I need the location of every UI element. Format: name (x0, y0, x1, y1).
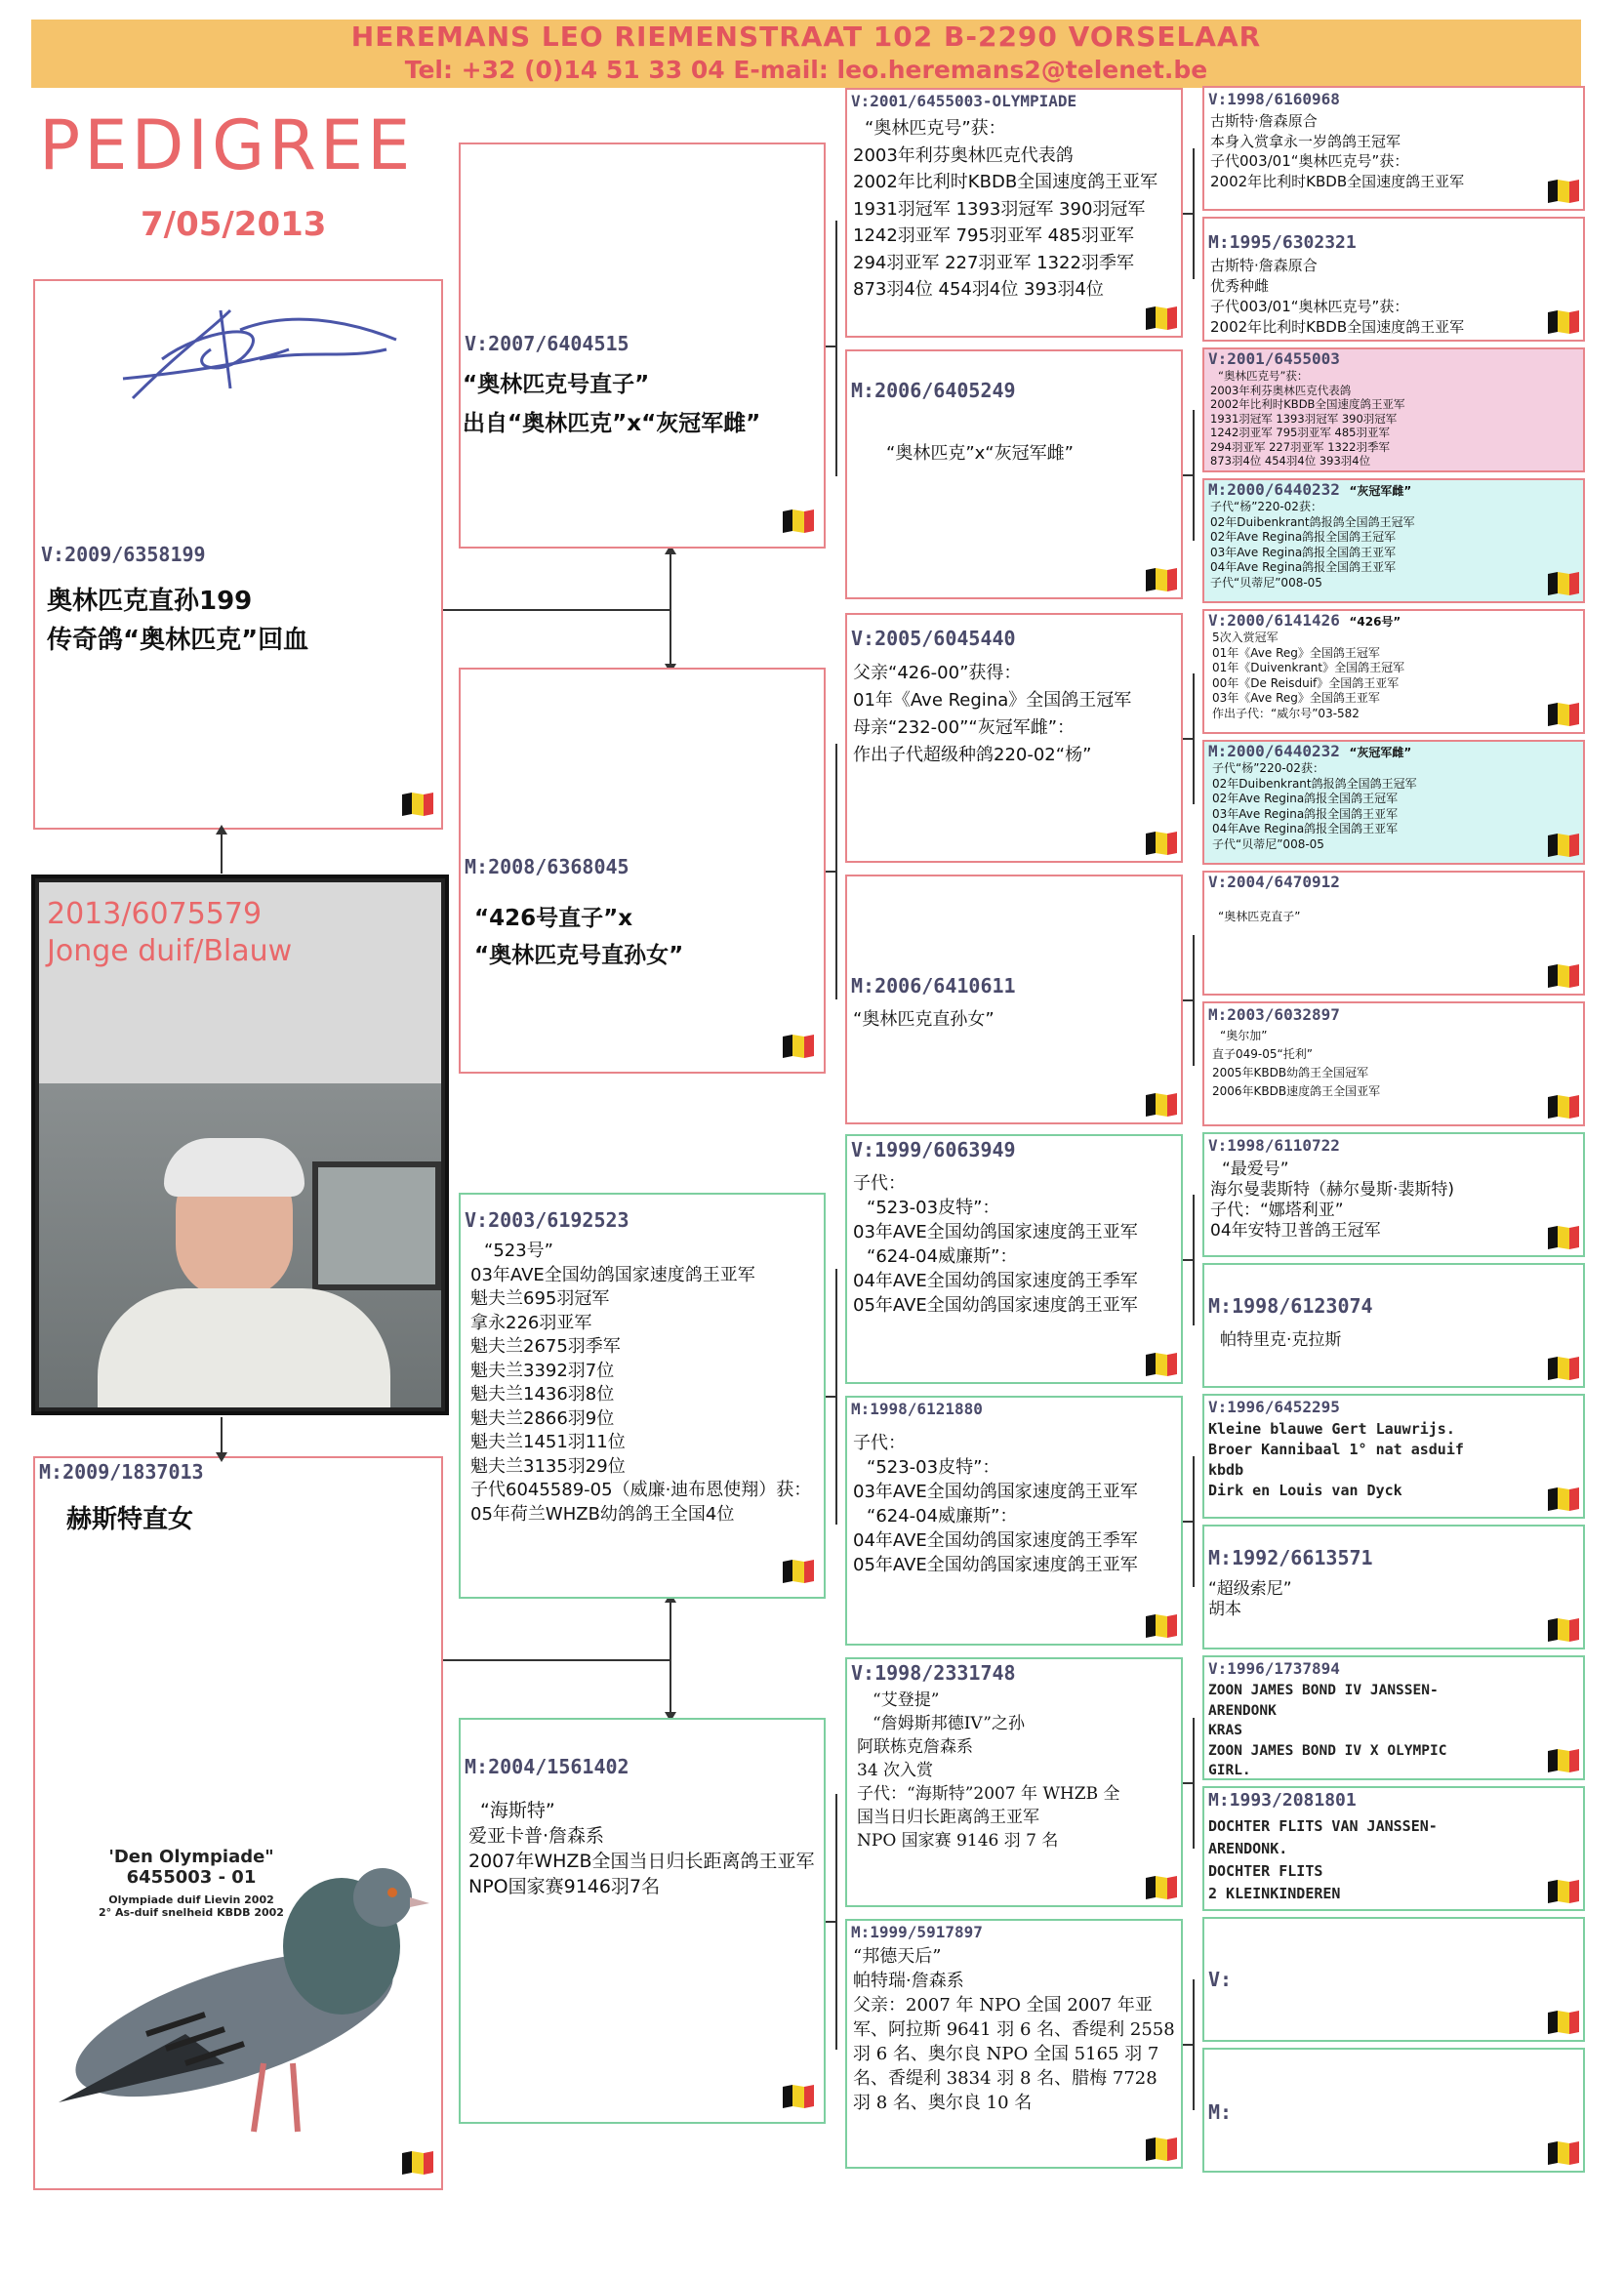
gen4-line: 2002年比利时KBDB全国速度鸽王亚军 (1210, 318, 1465, 336)
gen3-line: 子代：“海斯特”2007 年 WHZB 全 (857, 1784, 1120, 1804)
gen4-line: 2002年比利时KBDB全国速度鸽王亚军 (1210, 172, 1465, 190)
gen4-line: 2002年比利时KBDB全国速度鸽王亚军 (1210, 397, 1405, 411)
gen4-ring: M:1992/6613571 (1208, 1546, 1373, 1569)
gen4-line: GIRL. (1208, 1763, 1251, 1778)
gen2-line: 魁夫兰1436羽8位 (470, 1384, 615, 1405)
gen3-ring: V:2001/6455003-OLYMPIADE (851, 92, 1077, 110)
header-line-2: Tel: +32 (0)14 51 33 04 E-mail: leo.heremans2@telenet.be (404, 56, 1208, 84)
photo-ring: 2013/6075579 (47, 897, 263, 931)
gen4-notes (1208, 1815, 1438, 1905)
gen2-line: 子代6045589-05（威廉·迪布恩使翔）获： (470, 1480, 812, 1500)
gen4-notes (1212, 761, 1417, 852)
connector (221, 833, 223, 874)
gen3-line: 05年AVE全国幼鸽国家速度鸽王亚军 (853, 1555, 1138, 1575)
belgium-flag-icon (1546, 568, 1581, 597)
gen4-notes (1210, 111, 1464, 191)
gen3-line: 2002年比利时KBDB全国速度鸽王亚军 (853, 172, 1158, 192)
gen3-ring: M:2006/6405249 (851, 379, 1016, 402)
gen2-ring: V:2007/6404515 (465, 332, 629, 355)
belgium-flag-icon (1546, 1091, 1581, 1120)
gen3-line: 父亲“426-00”获得： (853, 663, 1022, 683)
gen4-line: KRAS (1208, 1723, 1242, 1738)
pedigree-date: 7/05/2013 (141, 205, 327, 244)
gen2-line: 魁夫兰1451羽11位 (470, 1432, 626, 1452)
gen4-box (1202, 871, 1585, 996)
belgium-flag-icon (1546, 2138, 1581, 2167)
gen3-line: 873羽4位 454羽4位 393羽4位 (853, 279, 1104, 300)
gen4-ring-row (1208, 742, 1411, 760)
gen2-line: “海斯特” (480, 1800, 555, 1821)
gen4-line: ARENDONK. (1208, 1840, 1288, 1857)
olympiade-ring: 6455003 - 01 (126, 1867, 257, 1888)
gen3-line: 03年AVE全国幼鸽国家速度鸽王亚军 (853, 1482, 1138, 1502)
belgium-flag-icon (781, 2081, 816, 2110)
connector (1193, 1456, 1195, 1587)
gen4-line: 2 KLEINKINDEREN (1208, 1885, 1341, 1902)
gen4-line: 子代003/01“奥林匹克号”获： (1210, 298, 1409, 315)
gen2-box (459, 1193, 826, 1599)
gen4-line: 作出子代：“威尔号”03-582 (1212, 706, 1360, 720)
gen4-notes (1208, 1579, 1292, 1620)
gen3-line: 国当日归长距离鸽王亚军 (857, 1808, 1039, 1827)
connector (1183, 474, 1193, 476)
gen3-line: 294羽亚军 227羽亚军 1322羽季军 (853, 252, 1134, 273)
gen4-box (1202, 1001, 1585, 1126)
gen4-line: 01年《Ave Reg》全国鸽王冠军 (1212, 645, 1380, 660)
gen4-line: 子代“贝蒂尼”008-05 (1212, 836, 1324, 851)
belgium-flag-icon (1144, 303, 1179, 332)
gen4-line: 294羽亚军 227羽亚军 1322羽季军 (1210, 439, 1390, 454)
gen2-line: “426号直子”x (474, 906, 633, 931)
gen4-line: 古斯特·詹森原合 (1210, 112, 1318, 130)
gen4-ring: V:1998/6160968 (1208, 90, 1340, 108)
gen3-box (845, 1134, 1183, 1384)
gen4-line: 03年Ave Regina鸽报全国鸽王亚军 (1210, 545, 1397, 559)
connector (835, 1794, 837, 2050)
connector (1193, 410, 1195, 541)
gen4-box (1202, 1263, 1585, 1388)
connector (1193, 1718, 1195, 1849)
gen4-notes (1208, 1419, 1464, 1501)
gen4-line: “奥尔加” (1220, 1029, 1268, 1042)
gen3-box (845, 88, 1183, 338)
gen4-ring: V:2001/6455003 (1208, 349, 1340, 368)
photo-label: Jonge duif/Blauw (47, 934, 293, 968)
belgium-flag-icon (1144, 1610, 1179, 1640)
gen4-box (1202, 217, 1585, 342)
connector (826, 346, 835, 347)
gen4-line: kbdb (1208, 1461, 1244, 1479)
gen4-line: 1242羽亚军 795羽亚军 485羽亚军 (1210, 426, 1390, 439)
belgium-flag-icon (781, 1031, 816, 1060)
gen2-box (459, 668, 826, 1074)
olympiade-line-2: 2° As-duif snelheid KBDB 2002 (99, 1906, 284, 1919)
gen4-line: DOCHTER FLITS VAN JANSSEN- (1208, 1817, 1438, 1835)
gen4-ring-note: “426号” (1349, 615, 1401, 629)
gen3-line: 34 次入赏 (857, 1761, 934, 1780)
gen4-line: 直子049-05“托利” (1212, 1047, 1313, 1061)
header-band (31, 20, 1581, 88)
gen3-line: “奥林匹克”x“灰冠军雌” (886, 443, 1074, 464)
gen2-line: 魁夫兰695羽冠军 (470, 1288, 610, 1309)
gen4-ring: V: (1208, 1968, 1233, 1991)
sire-box (33, 279, 443, 830)
gen4-line: Broer Kannibaal 1° nat asduif (1208, 1441, 1464, 1458)
gen4-line: 02年Ave Regina鸽报全国鸽王冠军 (1210, 530, 1397, 544)
gen4-line: 00年《De Reisduif》全国鸽王亚军 (1212, 675, 1400, 690)
gen4-notes (1210, 256, 1464, 338)
gen4-line: 子代“贝蒂尼”008-05 (1210, 575, 1322, 590)
gen3-line: 2003年利芬奥林匹克代表鸽 (853, 144, 1074, 166)
connector (826, 1396, 835, 1398)
gen4-ring: M:2000/6440232 (1208, 742, 1340, 760)
gen4-ring: M:1995/6302321 (1208, 232, 1357, 253)
connector (221, 1417, 223, 1454)
gen4-line: “奥林匹克直子” (1218, 910, 1301, 923)
gen3-line: 04年AVE全国幼鸽国家速度鸽王季军 (853, 1530, 1138, 1551)
gen4-ring: M:1993/2081801 (1208, 1790, 1357, 1811)
gen4-line: 2005年KBDB幼鸽王全国冠军 (1212, 1066, 1369, 1079)
olympiade-name: 'Den Olympiade" (108, 1847, 274, 1867)
gen2-ring: M:2008/6368045 (465, 855, 629, 878)
connector (1193, 148, 1195, 279)
gen3-line: 1242羽亚军 795羽亚军 485羽亚军 (853, 225, 1134, 246)
belgium-flag-icon (1546, 960, 1581, 990)
gen3-line: “詹姆斯邦德IV”之孙 (873, 1714, 1025, 1733)
gen4-line: DOCHTER FLITS (1208, 1862, 1323, 1880)
gen4-box (1202, 1786, 1585, 1911)
gen4-ring: V:1996/1737894 (1208, 1659, 1340, 1678)
gen2-line: 拿永226羽亚军 (470, 1312, 592, 1333)
gen3-notes (853, 1944, 1175, 2115)
gen4-line: 优秀种雌 (1210, 277, 1270, 295)
owner-shirt (98, 1288, 390, 1407)
gen3-line: NPO 国家赛 9146 羽 7 名 (857, 1831, 1059, 1851)
gen4-line: 02年Duibenkrant鸽报鸽全国鸽王冠军 (1212, 776, 1417, 791)
gen3-line: 04年AVE全国幼鸽国家速度鸽王季军 (853, 1271, 1138, 1291)
gen4-line: 873羽4位 454羽4位 393羽4位 (1210, 454, 1371, 468)
belgium-flag-icon (1546, 2007, 1581, 2036)
gen2-line: 2007年WHZB全国当日归长距离鸽王亚军 (468, 1851, 815, 1872)
gen3-line: 作出子代超级种鸽220-02“杨” (853, 745, 1092, 765)
belgium-flag-icon (1144, 564, 1179, 593)
gen2-line: “523号” (484, 1241, 554, 1261)
belgium-flag-icon (1546, 1876, 1581, 1905)
connector (1183, 1521, 1193, 1523)
gen4-box (1202, 740, 1585, 865)
gen4-notes (1210, 1160, 1454, 1242)
gen3-line: 阿联栋克詹森系 (857, 1737, 973, 1757)
gen2-line: 05年荷兰WHZB幼鸽鸽王全国4位 (470, 1503, 735, 1525)
gen4-line: 海尔曼裴斯特（赫尔曼斯·裴斯特) (1210, 1180, 1455, 1200)
gen4-ring-note: “灰冠军雌” (1349, 484, 1412, 498)
belgium-flag-icon (1144, 1349, 1179, 1378)
gen4-box (1202, 1132, 1585, 1257)
connector (1183, 999, 1193, 1001)
gen3-line: “艾登提” (873, 1690, 940, 1710)
belgium-flag-icon (1546, 306, 1581, 336)
gen4-line: 本身入赏拿永一岁鸽鸽王冠军 (1210, 132, 1401, 150)
gen3-line: “奥林匹克号”获： (865, 118, 1006, 139)
photo-caption (47, 896, 292, 970)
gen4-box (1202, 347, 1585, 472)
connector (670, 552, 671, 666)
gen3-line: 05年AVE全国幼鸽国家速度鸽王亚军 (853, 1295, 1138, 1316)
connector (670, 1601, 671, 1714)
connector (1183, 1782, 1193, 1784)
connector (826, 871, 835, 873)
gen2-line: 爱亚卡普·詹森系 (468, 1825, 605, 1847)
gen4-line: ZOON JAMES BOND IV X OLYMPIC (1208, 1742, 1447, 1759)
gen4-line: 2003年利芬奥林匹克代表鸽 (1210, 383, 1352, 397)
belgium-flag-icon (1144, 1872, 1179, 1901)
gen4-box (1202, 86, 1585, 211)
gen4-line: 04年安特卫普鸽王冠军 (1210, 1221, 1381, 1241)
gen3-line: 名、香缇利 3834 羽 8 名、腊梅 7728 (853, 2068, 1157, 2089)
gen2-line: 03年AVE全国幼鸽国家速度鸽王亚军 (470, 1264, 755, 1285)
gen3-box (845, 613, 1183, 863)
gen2-line: NPO国家赛9146羽7名 (468, 1876, 661, 1897)
gen4-ring: M:2003/6032897 (1208, 1005, 1340, 1024)
gen4-line: 古斯特·詹森原合 (1210, 257, 1318, 274)
gen3-box (845, 875, 1183, 1124)
gen2-ring: V:2003/6192523 (465, 1208, 629, 1232)
header-line-1: HEREMANS LEO RIEMENSTRAAT 102 B-2290 VORSELAAR (350, 20, 1262, 53)
gen4-ring: V:2004/6470912 (1208, 873, 1340, 891)
belgium-flag-icon (781, 506, 816, 535)
connector (1193, 1195, 1195, 1325)
connector (1183, 2044, 1193, 2046)
gen2-box (459, 142, 826, 549)
gen4-line: 02年Duibenkrant鸽报鸽全国鸽王冠军 (1210, 514, 1415, 529)
gen4-line: 子代：“娜塔利亚” (1210, 1201, 1344, 1220)
gen4-ring: M: (1208, 2100, 1233, 2124)
olympiade-line-1: Olympiade duif Lievin 2002 (108, 1893, 274, 1906)
gen3-line: 父亲：2007 年 NPO 全国 2007 年亚 (853, 1995, 1153, 2015)
gen3-notes (853, 115, 1157, 304)
sire-line: 传奇鸽“奥林匹克”回血 (47, 626, 309, 655)
gen3-line: “624-04威廉斯”： (867, 1246, 1018, 1267)
connector (826, 1921, 835, 1923)
gen2-notes (470, 1240, 811, 1527)
gen3-line: “523-03皮特”： (867, 1198, 1000, 1218)
gen4-line: “奥林匹克号”获： (1218, 369, 1309, 383)
gen4-line: 02年Ave Regina鸽报全国鸽王冠军 (1212, 792, 1399, 805)
sire-ring: V:2009/6358199 (41, 543, 206, 566)
belgium-flag-icon (1546, 1353, 1581, 1382)
connector (443, 609, 670, 611)
gen3-line: “邦德天后” (853, 1946, 942, 1967)
belgium-flag-icon (1144, 828, 1179, 857)
owner-photo (39, 1083, 441, 1407)
gen4-notes (1212, 631, 1404, 721)
connector (835, 1269, 837, 1525)
gen4-line: Kleine blauwe Gert Lauwrijs. (1208, 1420, 1455, 1438)
gen4-box (1202, 478, 1585, 603)
gen2-line: 魁夫兰3135羽29位 (470, 1455, 626, 1477)
gen4-line: 5次入赏冠军 (1212, 631, 1279, 644)
photo-window (312, 1161, 441, 1290)
gen4-line: “最爱号” (1222, 1160, 1289, 1179)
belgium-flag-icon (781, 1556, 816, 1585)
dam-line: 赫斯特直女 (66, 1505, 194, 1534)
gen3-line: 母亲“232-00”“灰冠军雌”： (853, 717, 1076, 738)
gen3-ring: M:1998/6121880 (851, 1400, 983, 1418)
gen3-line: 01年《Ave Regina》全国鸽王冠军 (853, 690, 1132, 711)
gen2-line: 魁夫兰3392羽7位 (470, 1360, 615, 1381)
gen3-notes (853, 1171, 1138, 1318)
gen3-line: 子代： (853, 1173, 906, 1194)
gen4-line: 子代“杨”220-02获： (1212, 761, 1324, 775)
gen4-line: 2006年KBDB速度鸽王全国亚军 (1212, 1084, 1381, 1098)
signature-icon (94, 291, 406, 418)
gen2-notes (463, 365, 760, 443)
gen3-box (845, 349, 1183, 599)
gen4-line: 01年《Duivenkrant》全国鸽王冠军 (1212, 661, 1405, 674)
gen4-line: “超级索尼” (1208, 1579, 1292, 1599)
belgium-flag-icon (1546, 1484, 1581, 1513)
gen4-ring: V:1996/6452295 (1208, 1398, 1340, 1416)
gen4-box (1202, 1525, 1585, 1649)
gen4-ring: V:2000/6141426 (1208, 611, 1340, 630)
connector (1183, 213, 1193, 215)
sire-line: 奥林匹克直孙199 (47, 587, 253, 616)
gen4-ring-note: “灰冠军雌” (1349, 746, 1412, 759)
gen3-line: 子代： (853, 1433, 906, 1453)
gen2-line: 魁夫兰2675羽季军 (470, 1336, 621, 1357)
belgium-flag-icon (1546, 1745, 1581, 1774)
connector (835, 221, 837, 476)
gen3-notes (853, 660, 1131, 769)
gen4-line: 子代“杨”220-02获： (1210, 500, 1322, 513)
connector (1193, 1979, 1195, 2110)
dam-box (33, 1456, 443, 2190)
gen4-line: 帕特里克·克拉斯 (1220, 1330, 1342, 1350)
gen2-line: 出自“奥林匹克”x“灰冠军雌” (463, 411, 761, 436)
gen4-ring: M:2000/6440232 (1208, 480, 1340, 499)
gen4-ring-row (1208, 611, 1401, 630)
gen3-line: “624-04威廉斯”： (867, 1506, 1018, 1527)
belgium-flag-icon (1144, 1089, 1179, 1119)
belgium-flag-icon (1546, 176, 1581, 205)
gen3-box (845, 1657, 1183, 1907)
gen4-box (1202, 1394, 1585, 1519)
connector (835, 744, 837, 999)
gen2-notes (474, 900, 683, 974)
gen4-line: ARENDONK (1208, 1702, 1277, 1719)
owner-hair (164, 1138, 304, 1197)
gen4-ring: V:1998/6110722 (1208, 1136, 1340, 1155)
gen4-box (1202, 1917, 1585, 2042)
connector (1193, 935, 1195, 1066)
belgium-flag-icon (400, 789, 435, 818)
gen4-line: 03年Ave Regina鸽报全国鸽王亚军 (1212, 806, 1399, 821)
belgium-flag-icon (1546, 699, 1581, 728)
gen3-line: 军、阿拉斯 9641 羽 6 名、香缇利 2558 (853, 2019, 1175, 2040)
gen2-line: 魁夫兰2866羽9位 (470, 1407, 615, 1429)
gen3-line: 03年AVE全国幼鸽国家速度鸽王亚军 (853, 1222, 1138, 1242)
gen3-notes (857, 1689, 1119, 1852)
belgium-flag-icon (1546, 1614, 1581, 1644)
gen3-ring: M:2006/6410611 (851, 974, 1016, 998)
sire-notes (47, 582, 308, 660)
gen2-notes (468, 1798, 814, 1899)
belgium-flag-icon (1546, 830, 1581, 859)
gen2-box (459, 1718, 826, 2124)
gen3-box (845, 1919, 1183, 2169)
gen3-line: 帕特瑞·詹森系 (853, 1971, 964, 1991)
gen4-notes (1210, 500, 1415, 590)
gen3-notes (853, 1431, 1138, 1577)
gen2-line: “奥林匹克号直子” (463, 372, 650, 397)
photo-box (31, 875, 449, 1415)
gen4-line: 03年《Ave Reg》全国鸽王亚军 (1212, 691, 1380, 705)
gen3-line: 1931羽冠军 1393羽冠军 390羽冠军 (853, 198, 1146, 220)
gen4-box (1202, 1655, 1585, 1780)
gen3-line: 羽 6 名、奥尔良 NPO 全国 5165 羽 7 (853, 2044, 1159, 2064)
gen3-line: “523-03皮特”： (867, 1457, 1000, 1478)
gen2-line: “奥林匹克号直孙女” (474, 943, 684, 968)
connector (1193, 673, 1195, 804)
connector (1183, 738, 1193, 740)
gen4-notes (1210, 369, 1404, 468)
gen4-line: 04年Ave Regina鸽报全国鸽王亚军 (1210, 560, 1397, 574)
gen4-line: Dirk en Louis van Dyck (1208, 1482, 1402, 1499)
gen3-box (845, 1396, 1183, 1646)
gen4-ring-row (1208, 480, 1411, 499)
gen4-line: 胡本 (1208, 1600, 1241, 1619)
connector (1183, 1259, 1193, 1261)
belgium-flag-icon (400, 2147, 435, 2177)
gen3-ring: V:2005/6045440 (851, 627, 1016, 650)
gen3-ring: V:1999/6063949 (851, 1138, 1016, 1161)
gen4-notes (1212, 1027, 1380, 1101)
gen4-ring: M:1998/6123074 (1208, 1294, 1373, 1318)
gen3-ring: V:1998/2331748 (851, 1661, 1016, 1685)
pigeon-icon (39, 1839, 449, 2151)
gen3-line: 羽 8 名、奥尔良 10 名 (853, 2093, 1033, 2113)
page-title: PEDIGREE (39, 105, 415, 185)
gen4-line: 子代003/01“奥林匹克号”获： (1210, 152, 1409, 170)
gen4-box (1202, 2048, 1585, 2173)
dam-ring: M:2009/1837013 (39, 1460, 204, 1484)
gen4-line: 04年Ave Regina鸽报全国鸽王亚军 (1212, 822, 1399, 835)
gen4-line: 1931羽冠军 1393羽冠军 390羽冠军 (1210, 411, 1398, 426)
connector (443, 1659, 670, 1661)
gen3-line: “奥林匹克直孙女” (853, 1009, 995, 1030)
gen4-line: ZOON JAMES BOND IV JANSSEN- (1208, 1683, 1439, 1698)
gen3-ring: M:1999/5917897 (851, 1923, 983, 1941)
belgium-flag-icon (1546, 1222, 1581, 1251)
gen2-ring: M:2004/1561402 (465, 1755, 629, 1778)
gen4-box (1202, 609, 1585, 734)
belgium-flag-icon (1144, 2134, 1179, 2163)
gen4-notes (1208, 1681, 1446, 1781)
